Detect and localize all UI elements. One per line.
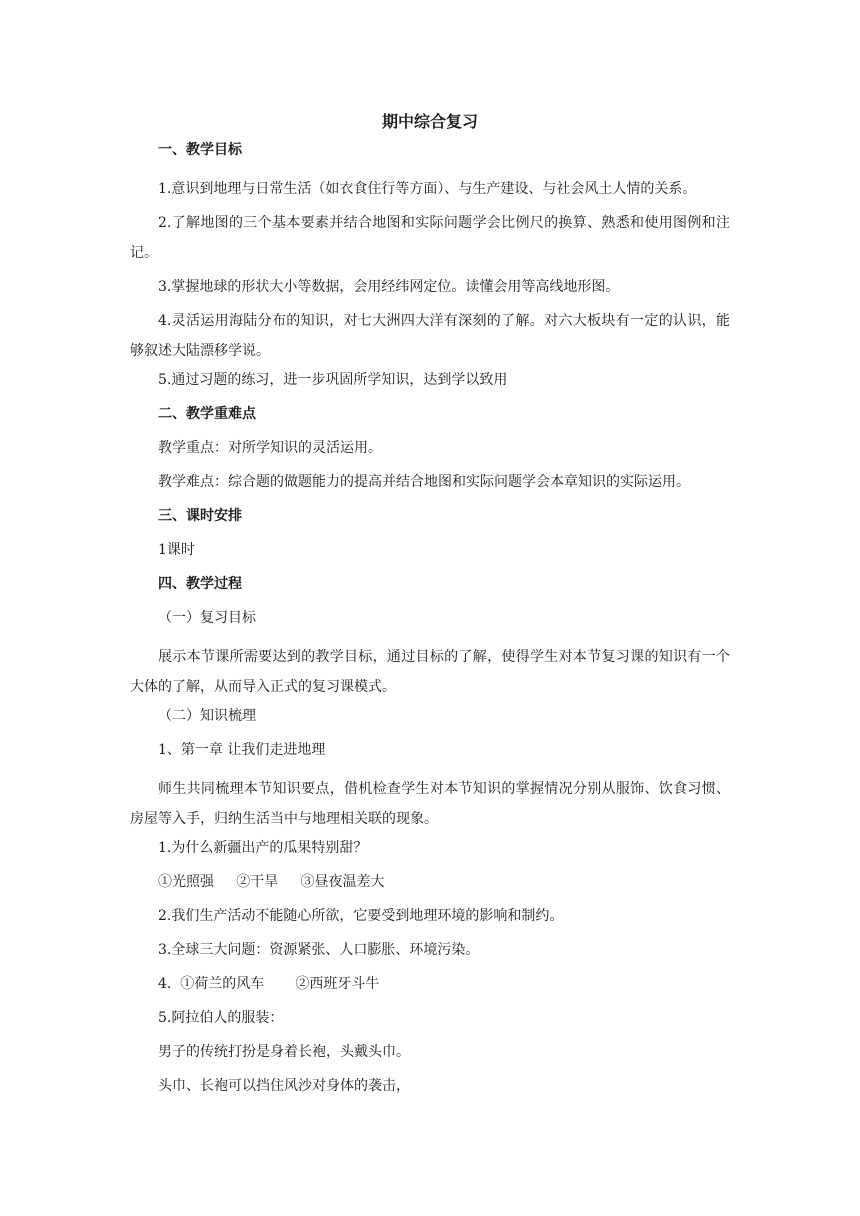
objective-2: 2.了解地图的三个基本要素并结合地图和实际问题学会比例尺的换算、熟悉和使用图例和注记。 — [130, 215, 730, 261]
difficult-point: 教学难点：综合题的做题能力的提高并结合地图和实际问题学会本章知识的实际运用。 — [158, 474, 690, 490]
objective-3: 3.掌握地球的形状大小等数据，会用经纬网定位。读懂会用等高线地形图。 — [158, 279, 620, 295]
key-point: 教学重点：对所学知识的灵活运用。 — [158, 440, 382, 456]
question-1: 1.为什么新疆出产的瓜果特别甜？ — [158, 840, 368, 856]
section-heading-schedule: 三、课时安排 — [158, 508, 242, 524]
point-4: 4. ①荷兰的风车 ②西班牙斗牛 — [158, 976, 380, 992]
section-heading-process: 四、教学过程 — [158, 576, 242, 592]
point-3: 3.全球三大问题：资源紧张、人口膨胀、环境污染。 — [158, 942, 480, 958]
point-5-detail-2: 头巾、长袍可以挡住风沙对身体的袭击， — [158, 1078, 410, 1094]
point-2: 2.我们生产活动不能随心所欲，它要受到地理环境的影响和制约。 — [158, 908, 564, 924]
objective-5: 5.通过习题的练习，进一步巩固所学知识，达到学以致用 — [158, 372, 508, 388]
answer-1: ①光照强 ②干旱 ③昼夜温差大 — [158, 874, 385, 890]
objective-1: 1.意识到地理与日常生活（如衣食住行等方面）、与生产建设、与社会风土人情的关系。 — [158, 181, 697, 197]
objective-4: 4.灵活运用海陆分布的知识，对七大洲四大洋有深刻的了解。对六大板块有一定的认识，能够叙述大陆漂移学说。 — [130, 313, 730, 359]
section-heading-objectives: 一、教学目标 — [158, 142, 242, 158]
section-heading-key-points: 二、教学重难点 — [158, 406, 256, 422]
subsection-review-goals: （一）复习目标 — [158, 610, 256, 626]
review-goals-text: 展示本节课所需要达到的教学目标，通过目标的了解，使得学生对本节复习课的知识有一个大体的了解，从而导入正式的复习课模式。 — [130, 649, 730, 695]
point-5-detail-1: 男子的传统打扮是身着长袍，头戴头巾。 — [158, 1044, 410, 1060]
chapter-1-intro: 师生共同梳理本节知识要点，借机检查学生对本节知识的掌握情况分别从服饰、饮食习惯、房屋等入手，归纳生活当中与地理相关联的现象。 — [130, 781, 730, 827]
chapter-1-title: 1、第一章 让我们走进地理 — [158, 742, 326, 758]
schedule-text: 1课时 — [158, 542, 195, 558]
document-title: 期中综合复习 — [381, 112, 478, 131]
point-5: 5.阿拉伯人的服装： — [158, 1010, 284, 1026]
subsection-knowledge-review: （二）知识梳理 — [158, 708, 256, 724]
document-body — [130, 108, 730, 1110]
